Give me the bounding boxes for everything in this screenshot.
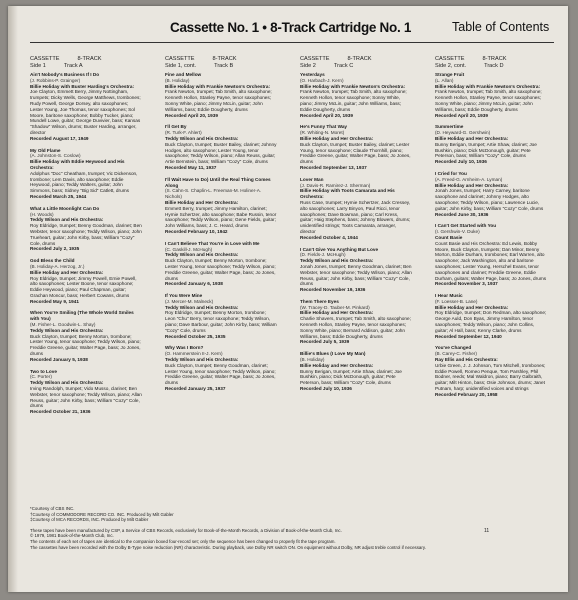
track-entry [300,247,412,293]
song-title: Strange Fruit [435,72,465,77]
songwriter-credit: (F. Loesser-B. Lane) [435,298,478,304]
song-title: When You're Smiling (The Whole World Smiles with You) [30,310,134,322]
performer: Billie Holiday and Her Orchestra: [30,269,104,275]
track-letter: Track B [214,63,234,69]
credit-line: †Courtesy of COMMODORE RECORD CO. INC. Produced by Milt Gabler [30,511,174,517]
personnel: Irving Randolph, trumpet; Vido Musso, clarinet; Ben Webster, tenor saxophone; Teddy Wilson, piano; Allan Reuss, guitar; John Kirby, bass; William "Cozy" Cole, drums [30,386,142,409]
footer-note: These tapes have been manufactured by CSP, a Service of CBS Records, exclusively for Book-of-the-Month Records, a Division of Book-of-the-Month Club, Inc. [30,527,342,533]
track-entry [30,72,142,142]
songwriter-credit: (A. Johnston-S. Coslow) [30,153,81,159]
track-entry [435,171,547,217]
recording-date: Recorded March 25, 1944 [30,193,87,199]
performer: Teddy Wilson and His Orchestra: [30,327,104,333]
track-entry [30,258,142,304]
songwriter-credit: (C. Gaskill-J. McHugh) [165,246,213,252]
song-title: Lover Man [300,176,324,182]
cassette-label: CASSETTE [435,56,465,62]
personnel: Jonah Jones, trumpet; Harry Carney, baritone saxophone and clarinet; Johnny Hodges, alto saxophone; Teddy Wilson, piano; Lawrence Lucie, guitar; John Kirby, bass; William "Cozy" Cole, drums [435,188,544,211]
song-title: I'll Get By [165,124,187,130]
performer: Billie Holiday and Her Orchestra: [300,135,374,141]
personnel: Buck Clayton, trumpet; Buster Bailey, clarinet; Lester Young, tenor saxophone; Claude Thornhill, piano; Freddie Greene, guitar; Walter Page, bass; Jo Jones, drums [300,141,411,165]
performer: Billie Holiday with Frankie Newton's Orchestra: [165,83,271,89]
performer: Teddy Wilson and His Orchestra: [165,135,239,141]
personnel: Charlie Shavers, trumpet; Tab Smith, alto saxophone; Kenneth Hollon, Stanley Payne, tenor saxophones; Sonny White, piano; Bernard Addison, guitar; John Williams, bass; Eddie Dougherty, drums [300,316,411,339]
track-entry [300,351,412,392]
songwriter-credit: (O. Hammerstein II-J. Kern) [165,351,223,357]
track-entry [435,72,547,118]
performer: Count Basie [435,234,463,240]
recording-date: Recorded August 17, 1949 [30,135,89,141]
songwriter-credit: (B. Holiday-A. Herzog, Jr.) [30,263,85,269]
personnel: Buck Clayton, trumpet; Benny Morton, trombone; Lester Young, tenor saxophone; Teddy Wilson, piano; Freddie Greene, guitar; Walter Page, bass; Jo Jones, drums [30,333,141,357]
song-title: Why Was I Born? [165,345,204,351]
recording-date: Recorded February 10, 1942 [165,228,228,234]
personnel: Buck Clayton, trumpet; Benny Morton, trombone; Lester Young, tenor saxophone; Teddy Wilson, piano; Freddie Greene, guitar; Walter Page, bass; Jo Jones, drums [165,258,276,281]
personnel: Jonah Jones, trumpet; Benny Goodman, clarinet; Ben Webster, tenor saxophone; Teddy Wilson, piano; Allan Reuss, guitar; John Kirby, bass; William "Cozy" Cole, drums [300,263,412,287]
performer: Teddy Wilson and His Orchestra: [165,304,239,310]
performer: Billie Holiday with Buster Harding's Orchestra: [30,83,135,89]
songwriter-credit: (R. Whiting-N. Moret) [300,130,345,136]
performer: Teddy Wilson and His Orchestra: [300,258,374,264]
song-title: God Bless the Child [30,258,75,264]
cassette-label: CASSETTE [300,56,330,62]
cassette-label: CASSETTE [30,56,60,62]
table-of-contents-heading: Table of Contents [452,20,550,34]
songwriter-credit: (M. Fisher-L. Goodwin-L. Shay) [30,322,96,328]
track-entry [300,124,412,170]
8-track-label: 8-TRACK [347,56,372,62]
songwriter-credit: (D. Heyward-G. Gershwin) [435,130,491,136]
personnel: Russ Case, trumpet; Hymie Schertzer, Jack Cressey, alto saxophones; Larry Binyon, Paul Ricci, tenor saxophones; Dave Bowman, piano; Carl Kress, guitar; Haig Stephens, bass; Johnny Blowers, drums; unidentified strings; Toots Camarata, arranger, director [300,199,411,234]
recording-date: Recorded October 21, 1936 [30,409,91,415]
recording-date: Recorded January 5, 1938 [30,356,88,362]
cassette-side: Side 2 [300,63,316,69]
track-entry [300,177,412,241]
personnel: Emmett Berry, trumpet; Jimmy Hamilton, clarinet; Hymie Schertzer, alto saxophone; Babe Russin, tenor saxophone; Teddy Wilson, piano; Gene Fields, guitar; John Williams, bass; J. C. Heard, drums [165,205,277,229]
personnel: Frank Newton, trumpet; Tab Smith, alto saxophone; Kenneth Hollon, Stanley Payne, tenor saxophones; Sonny White, piano; Jimmy McLin, guitar; John Williams, bass; Eddie Dougherty, drums [165,89,272,112]
songwriter-credit: (B. Carey-C. Fisher) [435,351,477,357]
songwriter-credit: (S. Cahn-S. Chaplin-L. Freeman-M. Holiner-A. Nichols) [165,188,262,200]
performer: Billie Holiday and Her Orchestra: [300,362,374,368]
songwriter-credit: (B. Holiday) [300,357,325,363]
personnel: Adolphus "Doc" Cheatham, trumpet; Vic Dickenson, trombone; Lem Davis, alto saxophone; Eddie Heywood, piano; Teddy Walters, guitar; John Simmons, bass; Sidney "Big Sid" Catlett, drums [30,170,138,194]
personnel: Bunny Berigan, trumpet; Artie Shaw, clarinet; Joe Bushkin, piano; Dick McDonough, guitar; Pete Peterson, bass; William "Cozy" Cole, drums [300,368,402,386]
page-gutter [8,6,18,592]
recording-date: Recorded November 3, 1937 [435,281,498,287]
recording-date: Recorded February 20, 1958 [435,391,498,397]
column-header-2 [165,56,277,70]
track-entry [165,177,277,235]
performer: Billie Holiday and Her Orchestra: [435,304,509,310]
booklet-page [8,6,568,592]
songwriter-credit: (J. Mercer-M. Malneck) [165,298,214,304]
track-entry [165,124,277,170]
cassette-label: CASSETTE [165,56,195,62]
track-entry [165,72,277,118]
recording-date: Recorded April 20, 1939 [300,112,353,118]
track-entry [435,124,547,165]
footer-note: The contents of each set of tapes are identical to the companion boxed four-record set; only the sequence has been changed to properly fit the tape program. [30,538,336,544]
personnel: Urbie Green, J. J. Johnson, Tom Mitchell, trombones; Eddie Powell, Romeo Penque, Tom Parshley, Phil Bodner, reeds; Mal Waldron, piano; Barry Galbraith, guitar; Milt Hinton, bass; Osie Johnson, drums; Janet Putnam, harp; unidentified voices and strings [435,362,546,392]
performer: Billie Holiday with Toots Camarata and His Orchestra: [300,188,395,200]
song-title: Yesterdays [300,72,325,77]
track-entry [165,241,277,287]
performer: Billie Holiday and Her Orchestra: [165,199,239,205]
track-entry [30,369,142,415]
songwriter-credit: (J. Robbins-P. Grainger) [30,77,81,83]
personnel: Roy Eldridge, trumpet; Jimmy Powell, Ernie Powell, alto saxophones; Lester Boone, tenor saxophone; Eddie Heywood, piano; Paul Chapman, guitar; Grachan Moncur, bass; Herbert Cowans, drums [30,275,137,298]
recording-date: Recorded October 25, 1935 [165,333,226,339]
performer: Billie Holiday with Frankie Newton's Orchestra: [300,83,406,89]
performer: Billie Holiday and Her Orchestra: [435,182,509,188]
personnel: Frank Newton, trumpet; Tab Smith, alto saxophone; Kenneth Hollon, tenor saxophone; Sonny White, piano; Jimmy McLin, guitar; John Williams, bass; Eddie Dougherty, drums [300,89,407,112]
track-entry [435,345,547,397]
track-letter: Track C [333,63,354,69]
personnel: Frank Newton, trumpet; Tab Smith, alto saxophone; Kenneth Hollon, Stanley Payne, tenor saxophones; Sonny White, piano; Jimmy McLin, guitar; John Williams, bass; Eddie Dougherty, drums [435,89,542,112]
personnel: Roy Eldridge, trumpet; Don Redman, alto saxophone; George Auld, Don Byas, Jimmy Hamilton, tenor saxophones; Teddy Wilson, piano; John Collins, guitar; Al Hall, bass; Kenny Clarke, drums [435,310,547,333]
song-title: I Can't Give You Anything But Love [300,246,379,252]
column-header-1 [30,56,142,70]
track-entry [165,293,277,339]
8-track-label: 8-TRACK [77,56,102,62]
footer-note: The cassettes have been recorded with the Dolby B-Type noise reduction (NR) characteristic. During playback, use Dolby NR switch ON. On equipment without Dolby, NR adjust treble control if necessary. [30,544,426,550]
personnel: Bunny Berigan, trumpet; Artie Shaw, clarinet; Joe Bushkin, piano; Dick McDonough, guitar; Pete Peterson, bass; William "Cozy" Cole, drums [435,141,537,159]
personnel: Buck Clayton, trumpet; Buster Bailey, clarinet; Johnny Hodges, alto saxophone; Lester Young, tenor saxophone; Teddy Wilson, piano; Allan Reuss, guitar; Artie Bernstein, bass; William "Cozy" Cole, drums [165,141,277,165]
track-letter: Track A [63,63,83,69]
songwriter-credit: (W. Tracey-D. Tauber-M. Pinkard) [300,304,370,310]
column-header-3 [300,56,412,70]
songwriter-credit: (O. Harbach-J. Kern) [300,77,344,83]
personnel: Roy Eldridge, trumpet; Benny Morton, trombone; Leon "Chu" Berry, tenor saxophone; Teddy Wilson, piano; Dave Barbour, guitar; John Kirby, bass; William "Cozy" Cole, drums [165,310,277,333]
song-title: Fine and Mellow [165,72,202,77]
song-title: My Old Flame [30,147,61,153]
songwriter-credit: (L. Allan) [435,77,454,83]
song-title: I Can't Get Started with You [435,223,497,229]
recording-date: Recorded January 6, 1938 [165,281,223,287]
performer: Teddy Wilson and His Orchestra: [165,252,239,258]
songwriter-credit: (C. Porter) [30,374,52,380]
track-entry [30,206,142,252]
column-header-4 [435,56,547,70]
page-title: Cassette No. 1 • 8-Track Cartridge No. 1 [170,20,412,35]
song-title: What a Little Moonlight Can Do [30,205,100,211]
song-title: Summertime [435,124,464,130]
songwriter-credit: (A. Freed-G. Arnheim-A. Lyman) [435,176,503,182]
songwriter-credit: (I. Gershwin-V. Duke) [435,229,480,235]
song-title: Ain't Nobody's Business If I Do [30,72,100,77]
track-entry [30,148,142,200]
song-title: You've Changed [435,345,472,351]
recording-date: Recorded April 20, 1939 [435,112,488,118]
track-column-1 [30,72,142,421]
songwriter-credit: (J. Davis-R. Ramirez-J. Sherman) [300,182,371,188]
cassette-side: Side 1, cont. [165,63,197,69]
performer: Billie Holiday with Eddie Heywood and His Orchestra: [30,159,125,170]
song-title: I Hear Music [435,293,463,299]
recording-date: Recorded July 10, 1936 [300,386,352,392]
recording-date: Recorded October 4, 1944 [300,234,358,240]
credit-line: *Courtesy of CBS INC. [30,506,75,511]
song-title: If You Were Mine [165,293,203,299]
track-entry [435,223,547,287]
track-letter: Track D [484,63,504,69]
recording-date: Recorded May 11, 1937 [165,164,217,170]
track-column-2 [165,72,277,398]
recording-date: Recorded July 5, 1939 [300,339,350,345]
footer-notes [30,506,500,550]
performer: Billie Holiday and Her Orchestra: [435,135,509,141]
recording-date: Recorded May 9, 1941 [30,298,79,304]
credit-line: ‡Courtesy of MCA RECORDS, INC. Produced by Milt Gabler [30,517,149,523]
performer: Billie Holiday with Frankie Newton's Orchestra: [435,83,541,89]
track-column-3 [300,72,412,398]
song-title: Them There Eyes [300,298,339,304]
track-column-4 [435,72,547,404]
cassette-side: Side 2, cont. [435,63,467,69]
personnel: Joe Clayton, Emmett Berry, Jimmy Nottingham, trumpets; Dicky Wells, George Matthews, trombones; Rudy Powell, George Dorsey, alto saxophones; Lester Young, Joe Thomas, tenor saxophones; Sol Moore, baritone saxophone; Bobby Tucker, piano; Mundell Lowe, guitar; George Duvivier, bass; Kansas "Shadow" Wilson, drums; Buster Harding, arranger, director [30,89,141,135]
songwriter-credit: (H. Woods) [30,211,54,217]
8-track-label: 8-TRACK [482,56,507,62]
song-title: I Can't Believe That You're in Love with Me [165,240,260,246]
songwriter-credit: (D. Fields-J. McHugh) [300,252,346,258]
performer: Teddy Wilson and His Orchestra: [30,217,104,223]
recording-date: Recorded November 19, 1936 [300,287,366,293]
song-title: I Cried for You [435,170,467,176]
recording-date: Recorded June 30, 1936 [435,211,489,217]
track-entry [300,299,412,345]
recording-date: Recorded April 20, 1939 [165,112,218,118]
songwriter-credit: (R. Turk-F. Ahlert) [165,130,202,136]
song-title: Two to Love [30,368,57,374]
cassette-side: Side 1 [30,63,46,69]
personnel: Count Basie and His Orchestra: Ed Lewis, Bobby Moore, Buck Clayton, trumpets; Dan Minor, Benny Morton, Eddie Durham, trombones; Earl Warren, alto saxophone; Jack Washington, alto and baritone saxophones; Lester Young, Herschel Evans, tenor saxophones and clarinet; Freddie Greene, Eddie Durham, guitars; Walter Page, bass; Jo Jones, drums [435,240,547,281]
recording-date: Recorded September 12, 1940 [435,333,502,339]
song-title: Billie's Blues (I Love My Man) [300,351,366,357]
songwriter-credit: (B. Holiday) [165,77,190,83]
performer: Ray Ellis and His Orchestra: [435,357,498,363]
track-entry [435,293,547,339]
page-number: 11 [484,528,490,534]
performer: Teddy Wilson and His Orchestra: [165,357,239,363]
8-track-label: 8-TRACK [212,56,237,62]
song-title: I'll Wait Have to Do) Until the Real Thing Comes Along [165,176,271,188]
track-entry [165,345,277,391]
track-entry [300,72,412,118]
track-entry [30,310,142,362]
recording-date: Recorded July 2, 1935 [30,246,80,252]
top-rule [30,42,554,43]
recording-date: Recorded July 10, 1936 [435,159,487,165]
personnel: Buck Clayton, trumpet; Benny Goodman, clarinet; Lester Young, tenor saxophone; Teddy Wilson, piano; Freddie Greene, guitar; Walter Page, bass; Jo Jones, drums [165,362,276,386]
performer: Teddy Wilson and His Orchestra: [30,380,104,386]
recording-date: Recorded September 13, 1937 [300,164,367,170]
song-title: He's Funny That Way [300,124,348,130]
performer: Billie Holiday and Her Orchestra: [300,310,374,316]
recording-date: Recorded January 25, 1937 [165,386,226,392]
footer-note: © 1979, 1981 Book-of-the-Month Club, Inc. [30,533,114,539]
personnel: Roy Eldridge, trumpet; Benny Goodman, clarinet; Ben Webster, tenor saxophone; Teddy Wilson, piano; John Trueheart, guitar; John Kirby, bass; William "Cozy" Cole, drums [30,223,142,246]
